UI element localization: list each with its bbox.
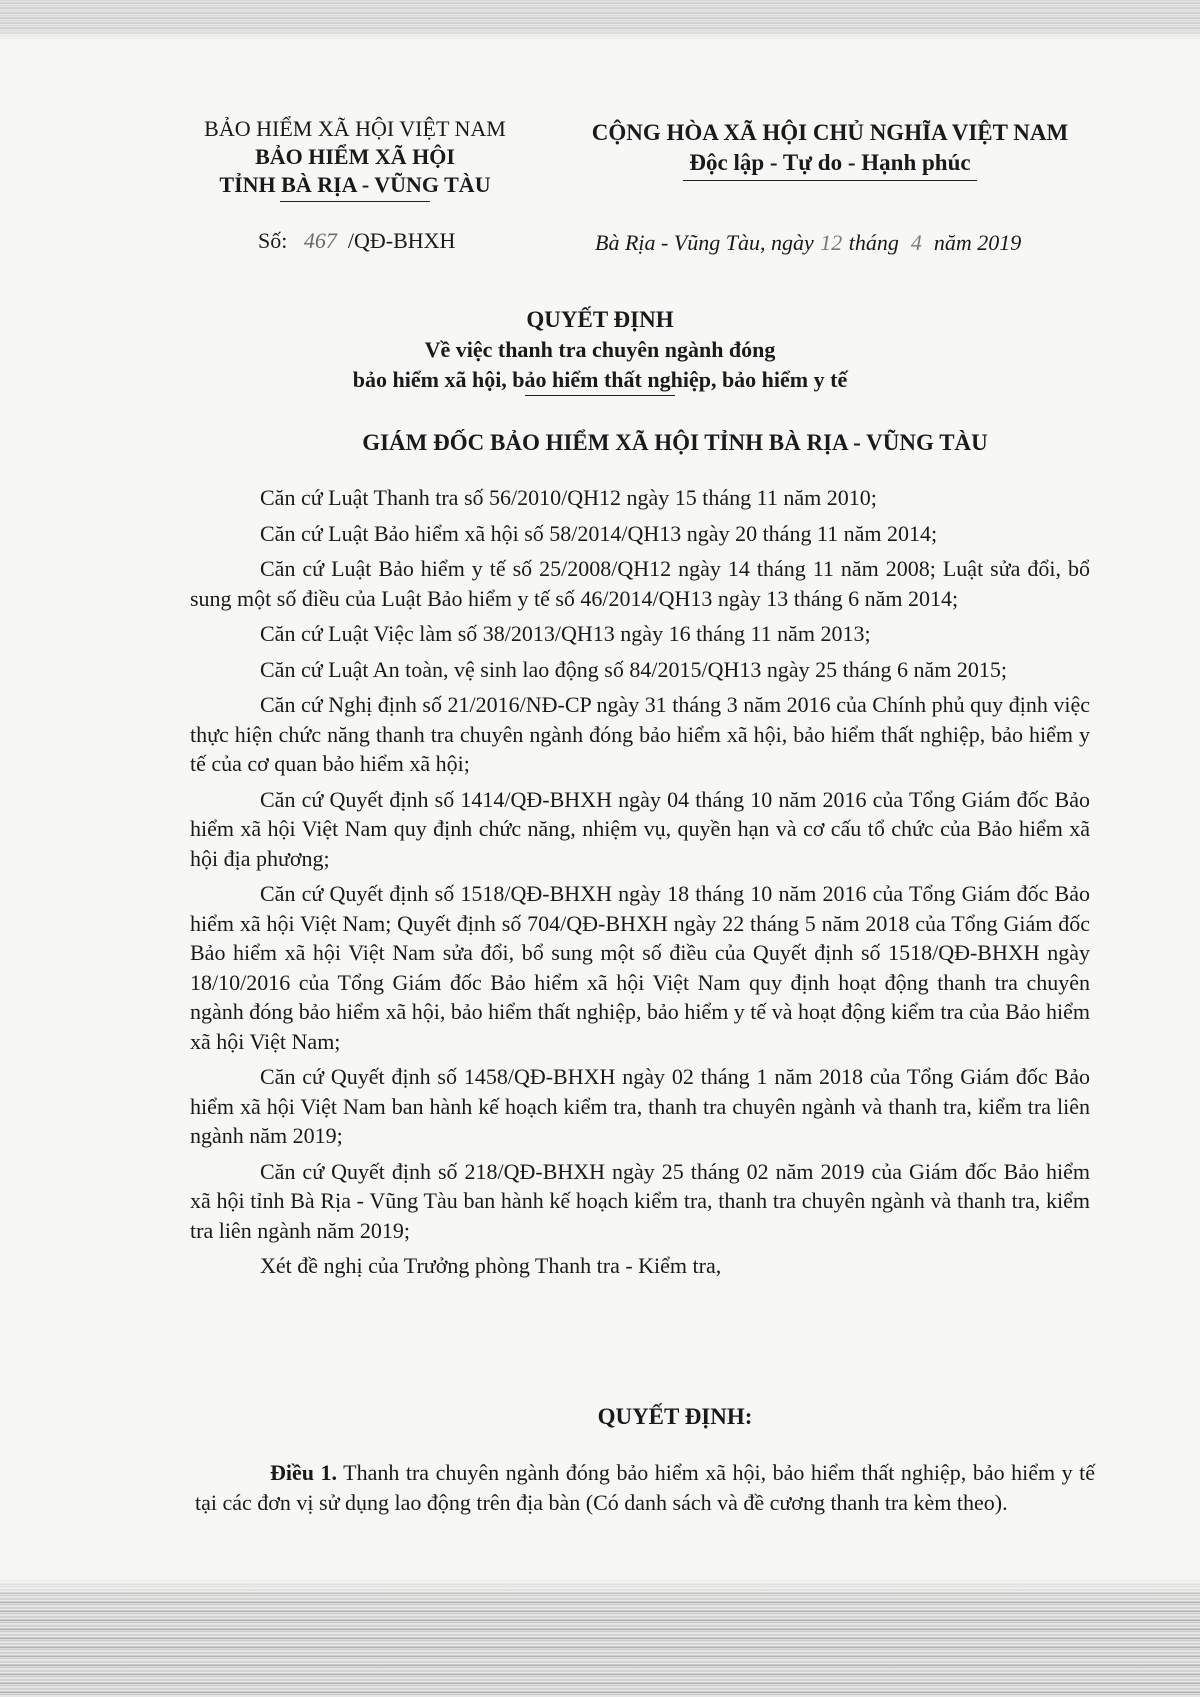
legal-basis: Căn cứ Quyết định số 1458/QĐ-BHXH ngày 02 tháng 1 năm 2018 của Tổng Giám đốc Bảo hiểm xã hội Việt Nam ban hành kế hoạch kiểm tra, thanh tra chuyên ngành và thanh tra, kiểm tra liên ngành năm 2019; bbox=[190, 1064, 1090, 1148]
proposal-line: Xét đề nghị của Trưởng phòng Thanh tra - Kiểm tra, bbox=[260, 1253, 722, 1278]
number-suffix: /QĐ-BHXH bbox=[347, 228, 456, 253]
article-1 bbox=[195, 1458, 1095, 1518]
decision-heading: QUYẾT ĐỊNH: bbox=[597, 1404, 753, 1429]
legal-basis: Căn cứ Quyết định số 218/QĐ-BHXH ngày 25 tháng 02 năm 2019 của Giám đốc Bảo hiểm xã hội tỉnh Bà Rịa - Vũng Tàu ban hành kế hoạch kiểm tra, thanh tra chuyên ngành và thanh tra, kiểm tra liên ngành năm 2019; bbox=[190, 1158, 1090, 1243]
subject-line-2: bảo hiểm xã hội, bảo hiểm thất nghiệp, bảo hiểm y tế bbox=[352, 367, 848, 392]
article-1-label: Điều 1. bbox=[270, 1460, 338, 1485]
legal-basis: Căn cứ Nghị định số 21/2016/NĐ-CP ngày 31 tháng 3 năm 2016 của Chính phủ quy định việc thực hiện chức năng thanh tra chuyên ngành đóng bảo hiểm xã hội, bảo hiểm thất nghiệp, bảo hiểm y tế của cơ quan bảo hiểm xã hội; bbox=[190, 692, 1090, 776]
year-text: năm 2019 bbox=[933, 230, 1022, 255]
handwritten-day: 12 bbox=[820, 230, 843, 255]
decision-title bbox=[0, 305, 1200, 396]
legal-basis: Căn cứ Luật Thanh tra số 56/2010/QH12 ngày 15 tháng 11 năm 2010; bbox=[260, 485, 877, 510]
subject-line-1: Về việc thanh tra chuyên ngành đóng bbox=[424, 337, 776, 362]
document-type: QUYẾT ĐỊNH bbox=[526, 307, 674, 332]
place-prefix: Bà Rịa - Vũng Tàu, ngày bbox=[595, 230, 814, 255]
legal-basis: Căn cứ Quyết định số 1414/QĐ-BHXH ngày 04 tháng 10 năm 2016 của Tổng Giám đốc Bảo hiểm xã hội Việt Nam quy định chức năng, nhiệm vụ, quyền hạn và cơ cấu tổ chức của Bảo hiểm xã hội địa phương; bbox=[190, 786, 1090, 871]
legal-basis: Căn cứ Luật Việc làm số 38/2013/QH13 ngày 16 tháng 11 năm 2013; bbox=[260, 621, 871, 646]
legal-basis: Căn cứ Quyết định số 1518/QĐ-BHXH ngày 18 tháng 10 năm 2016 của Tổng Giám đốc Bảo hiểm xã hội Việt Nam; Quyết định số 704/QĐ-BHXH ngày 22 tháng 5 năm 2018 của Tổng Giám đốc Bảo hiểm xã hội Việt Nam sửa đổi, bổ sung một số điều của Quyết định số 1518/QĐ-BHXH ngày 18/10/2016 của Tổng Giám đốc Bảo hiểm xã hội Việt Nam quy định hoạt động thanh tra chuyên ngành đóng bảo hiểm xã hội, bảo hiểm thất nghiệp, bảo hiểm y tế và hoạt động kiểm tra của Bảo hiểm xã hội Việt Nam; bbox=[190, 881, 1090, 1054]
national-title bbox=[560, 118, 1100, 181]
national-motto: Độc lập - Tự do - Hạnh phúc bbox=[683, 148, 976, 181]
month-label: tháng bbox=[848, 230, 899, 255]
agency-province: TỈNH BÀ RỊA - VŨNG TÀU bbox=[219, 172, 491, 197]
handwritten-month: 4 bbox=[910, 230, 922, 255]
legal-basis: Căn cứ Luật An toàn, vệ sinh lao động số 84/2015/QH13 ngày 25 tháng 6 năm 2015; bbox=[260, 656, 1008, 682]
agency-underline bbox=[280, 201, 430, 202]
legal-bases bbox=[190, 483, 1090, 1287]
number-prefix: Số: bbox=[258, 228, 288, 253]
legal-basis: Căn cứ Luật Bảo hiểm xã hội số 58/2014/QH13 ngày 20 tháng 11 năm 2014; bbox=[260, 520, 938, 546]
scan-edge-bottom bbox=[0, 1577, 1200, 1697]
article-1-text: Thanh tra chuyên ngành đóng bảo hiểm xã hội, bảo hiểm thất nghiệp, bảo hiểm y tế tại các đơn vị sử dụng lao động trên địa bàn (Có danh sách và đề cương thanh tra kèm theo). bbox=[195, 1460, 1096, 1515]
agency-name: BẢO HIỂM XÃ HỘI bbox=[255, 144, 455, 169]
title-underline bbox=[525, 395, 675, 396]
issuing-agency bbox=[170, 115, 540, 202]
country-name: CỘNG HÒA XÃ HỘI CHỦ NGHĨA VIỆT NAM bbox=[591, 120, 1069, 145]
issuing-authority: GIÁM ĐỐC BẢO HIỂM XÃ HỘI TỈNH BÀ RỊA - VŨNG TÀU bbox=[362, 430, 988, 455]
agency-parent: BẢO HIỂM XÃ HỘI VIỆT NAM bbox=[204, 116, 506, 141]
place-and-date bbox=[595, 230, 1021, 256]
document-number bbox=[258, 228, 455, 254]
handwritten-number: 467 bbox=[303, 228, 337, 253]
legal-basis: Căn cứ Luật Bảo hiểm y tế số 25/2008/QH12 ngày 14 tháng 11 năm 2008; Luật sửa đổi, bổ sung một số điều của Luật Bảo hiểm y tế số 46/2014/QH13 ngày 13 tháng 6 năm 2014; bbox=[190, 556, 1090, 611]
